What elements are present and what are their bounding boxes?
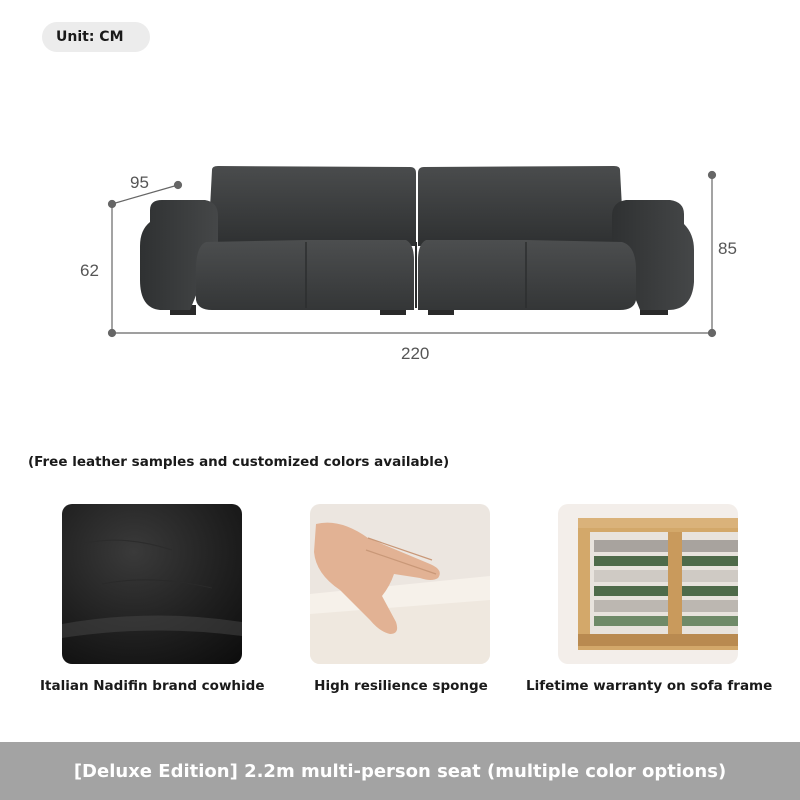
sofa-frame-image [558, 504, 738, 664]
feature-label-sponge: High resilience sponge [314, 678, 488, 694]
leather-swatch-image [62, 504, 242, 664]
sofa-dimension-diagram [0, 150, 800, 350]
sponge-image [310, 504, 490, 664]
feature-label-frame-warranty: Lifetime warranty on sofa frame [526, 678, 773, 694]
seat-cushion-2 [306, 240, 414, 310]
customization-note: (Free leather samples and customized colors available) [28, 454, 450, 470]
height-dimension-label: 85 [718, 239, 737, 258]
product-title: [Deluxe Edition] 2.2m multi-person seat (multiple color options) [73, 760, 727, 782]
width-dimension-label: 220 [401, 344, 430, 363]
back-cushion-right [418, 166, 624, 246]
back-cushion-left [208, 166, 416, 246]
product-title-bar [0, 742, 800, 800]
seat-height-dimension-label: 62 [80, 261, 99, 280]
seat-cushion-4 [526, 240, 636, 310]
unit-label: Unit: CM [56, 29, 124, 45]
unit-badge [42, 22, 150, 52]
depth-dimension-label: 95 [130, 173, 149, 192]
seat-cushion-3 [418, 240, 526, 310]
feature-label-cowhide: Italian Nadifin brand cowhide [40, 678, 265, 694]
seat-cushion-1 [196, 240, 306, 310]
